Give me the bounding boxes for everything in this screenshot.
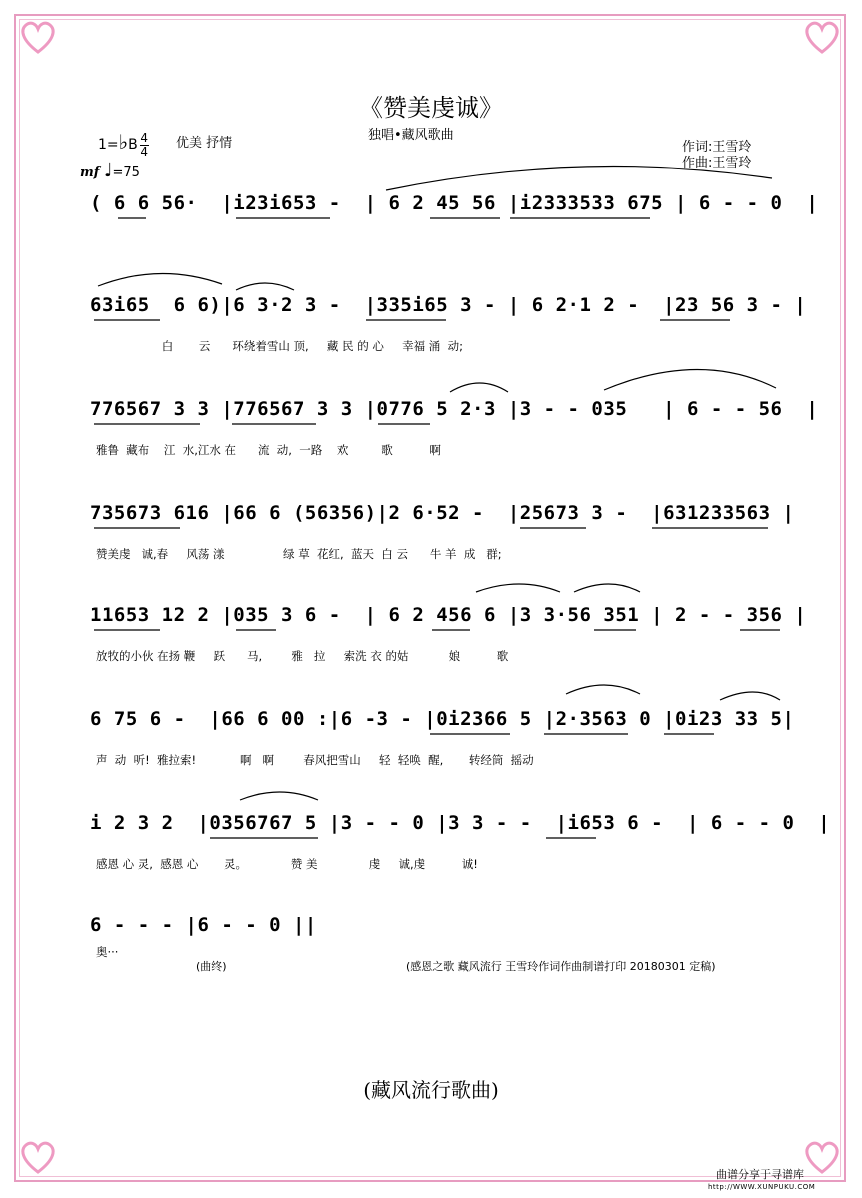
time-unit: 4 [140, 145, 148, 159]
score-line-7: i 2 3 2 |0356767 5 |3 - - 0 |3 3 - - |i653 6 - | 6 - - 0 | [90, 812, 831, 834]
song-subtitle: 独唱•藏风歌曲 [368, 128, 454, 143]
lyric-line-7: 感恩 心 灵, 感恩 心 灵。 赞 美 虔 诚,虔 诚! [96, 857, 478, 871]
page-caption: (藏风流行歌曲) [363, 1078, 499, 1102]
score-line-1: ( 6 6 56· |i23i653 - | 6 2 45 56 |i2333533 675 | 6 - - 0 | [90, 192, 819, 214]
lyric-line-3: 雅鲁 藏布 江 水,江水 在 流 动, 一路 欢 歌 啊 [96, 443, 441, 457]
score-line-4: 735673 616 |66 6 (56356)|2 6·52 - |25673 3 - |631233563 | [90, 502, 795, 524]
key-prefix: 1= [98, 137, 119, 153]
score-line-5: 11653 12 2 |035 3 6 - | 6 2 456 6 |3 3·56 351 | 2 - - 356 | [90, 604, 807, 626]
tempo-value: =75 [112, 165, 140, 180]
lyric-line-5: 放牧的小伙 在扬 鞭 跃 马, 雅 拉 索洗 衣 的姑 娘 歌 [96, 649, 509, 663]
lyric-line-8: 奥··· [96, 945, 119, 959]
quarter-note-icon: ♩ [104, 160, 113, 181]
song-title: 《赞美虔诚》 [359, 94, 503, 122]
score-line-3: 776567 3 3 |776567 3 3 |0776 5 2·3 |3 - - 035 | 6 - - 56 | [90, 398, 819, 420]
heart-icon [18, 18, 58, 58]
key-signature [98, 130, 149, 158]
heart-icon [802, 18, 842, 58]
watermark-site: 曲谱分享于寻谱库 [716, 1168, 804, 1181]
key-note: B [128, 137, 138, 153]
score-line-2: 63i65 6 6)|6 3·2 3 - |335i65 3 - | 6 2·1 2 - |23 56 3 - | [90, 294, 807, 316]
time-signature [140, 132, 149, 158]
lyric-line-2: 白 云 环绕着雪山 顶, 藏 民 的 心 幸福 涌 动; [96, 339, 463, 353]
expression-mark: 优美 抒情 [176, 136, 233, 151]
end-mark: (曲终) [196, 960, 227, 973]
tempo-mark [96, 160, 140, 181]
score-line-6: 6 75 6 - |66 6 00 :|6 -3 - |0i2366 5 |2·3563 0 |0i23 33 5| [90, 708, 795, 730]
lyricist-credit: 作词:王雪玲 [682, 140, 752, 155]
score-line-8: 6 - - - |6 - - 0 || [90, 914, 317, 936]
lyric-line-4: 赞美虔 诚,春 风荡 漾 绿 草 花红, 蓝天 白 云 牛 羊 成 群; [96, 547, 502, 561]
heart-icon [18, 1138, 58, 1178]
composer-credit: 作曲:王雪玲 [682, 156, 752, 171]
dynamic-mark: mf [80, 165, 100, 180]
footer-note: (感恩之歌 藏风流行 王雪玲作词作曲制谱打印 20180301 定稿) [406, 960, 716, 973]
lyric-line-6: 声 动 听! 雅拉索! 啊 啊 春风把雪山 轻 轻唤 醒, 转经筒 摇动 [96, 753, 534, 767]
time-beats: 4 [140, 131, 148, 145]
watermark-url: http://WWW.XUNPUKU.COM [708, 1183, 816, 1191]
heart-icon [802, 1138, 842, 1178]
flat-sign: ♭ [118, 130, 129, 154]
